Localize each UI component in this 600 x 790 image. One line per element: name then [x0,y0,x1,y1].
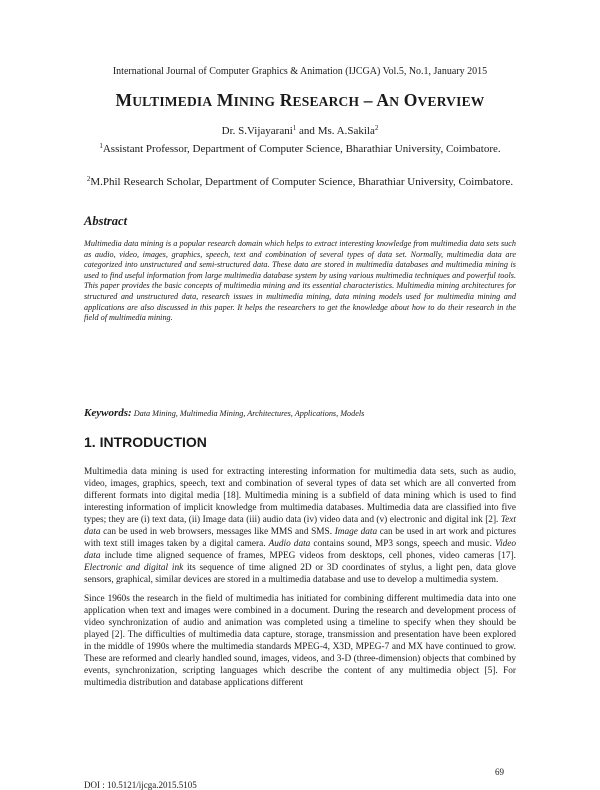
author-1-sup: 1 [292,124,297,132]
affiliation-2-sup: 2 [86,175,91,183]
title-char: O [403,90,418,110]
intro-paragraph-2: Since 1960s the research in the field of multimedia has initiated for combining different multimedia data into one application when text and images were combined in a document. During the research and development process of video synchronization of audio and animation was completed using a timeline to specify when they should be played [2]. The difficulties of multimedia data capture, storage, transmission and presentation have been explored in the middle of 1990s where the multimedia standards MPEG-4, X3D, MPEG-7 and MX have continued to grow. These are reformed and clearly handled sound, images, videos, and 3-D (three-dimension) objects that combined by events, synchronization, scripting languages which describe the content of any multimedia object [5]. For multimedia distribution and database applications different [84,594,516,688]
affiliation-1-text: Assistant Professor, Department of Computer Science, Bharathiar University, Coimbatore. [102,143,501,155]
keywords-label: Keywords: [84,407,132,419]
page-number: 69 [495,767,504,777]
paragraph-text: can be used in web browsers, messages like MMS and SMS. [100,527,335,537]
term-video-data: Video data [84,539,517,561]
affiliation-2-text: M.Phil Research Scholar, Department of Computer Science, Bharathiar University, Coimbatore. [90,176,514,188]
paragraph-text: can be used in art work and pictures with text still images taken by a digital camera. [84,527,516,549]
keywords-text: Data Mining, Multimedia Mining, Architectures, Applications, Models [133,409,365,418]
title-char: VERVIEW [417,94,485,109]
term-image-data: Image data [334,527,378,537]
affiliation-1-sup: 1 [99,142,103,150]
title-char: ESEARCH [292,94,360,109]
title-char: M [115,90,133,110]
title-char: INING [233,94,276,109]
term-digital-ink: Electronic and digital ink [84,563,184,573]
title-char: A [376,90,390,110]
author-line [0,125,600,137]
title-dash: – [363,90,373,110]
title-char: R [279,90,293,110]
paper-title [0,90,600,111]
author-conjunction: and [299,125,315,137]
author-2-sup: 2 [374,124,379,132]
author-1: Dr. S.Vijayarani [221,125,293,137]
title-char: M [216,90,234,110]
paragraph-text: its sequence of time aligned 2D or 3D coordinates of stylus, a light pen, data glove sensors, graphical, similar devices are stored in a multimedia database and use to develop a multimedia system. [84,563,516,585]
abstract-heading: Abstract [84,214,128,228]
term-audio-data: Audio data [268,539,311,549]
title-char: N [389,94,400,109]
title-char: ULTIMEDIA [132,94,213,109]
doi-footer: DOI : 10.5121/ijcga.2015.5105 [84,780,197,790]
author-2: Ms. A.Sakila [317,125,375,137]
running-header: International Journal of Computer Graphics & Animation (IJCGA) Vol.5, No.1, January 2015 [112,66,488,77]
intro-paragraph-1 [84,466,516,586]
paragraph-text: include time aligned sequence of frames, MPEG videos from desktops, cell phones, video cameras [17]. [100,551,516,561]
abstract-text: Multimedia data mining is a popular research domain which helps to extract interesting knowledge from multimedia data sets such as audio, video, images, graphics, speech, text and combination of several types of data set. Normally, multimedia data are categorized into unstructured and semi-structured data. These data are stored in multimedia databases and multimedia mining is used to find useful information from large multimedia database system by using various multimedia techniques and powerful tools. This paper provides the basic concepts of multimedia mining and its essential characteristics. Multimedia mining architectures for structured and unstructured data, research issues in multimedia mining, data mining models used for multimedia mining and applications are also discussed in this paper. It helps the researchers to get the knowledge about how to do their research in the field of multimedia mining. [84,239,516,323]
affiliation-2 [84,174,516,190]
section-heading-introduction: 1. INTRODUCTION [84,434,207,450]
affiliation-1 [84,141,516,157]
term-text-data: Text data [84,515,516,537]
paragraph-text: Multimedia data mining is used for extracting interesting information for multimedia data sets, such as audio, video, images, graphics, speech, text and combination of several types of data set which are all converted from different formats into digital media [18]. Multimedia mining is a subfield of data mining which is used to find interesting information of implicit knowledge from multimedia databases. Multimedia data are classified into five types; they are (i) text data, (ii) Image data (iii) audio data (iv) video data and (v) electronic and digital ink [2]. [84,467,516,525]
keywords-line [84,407,516,419]
paragraph-text: contains sound, MP3 songs, speech and music. [310,539,496,549]
